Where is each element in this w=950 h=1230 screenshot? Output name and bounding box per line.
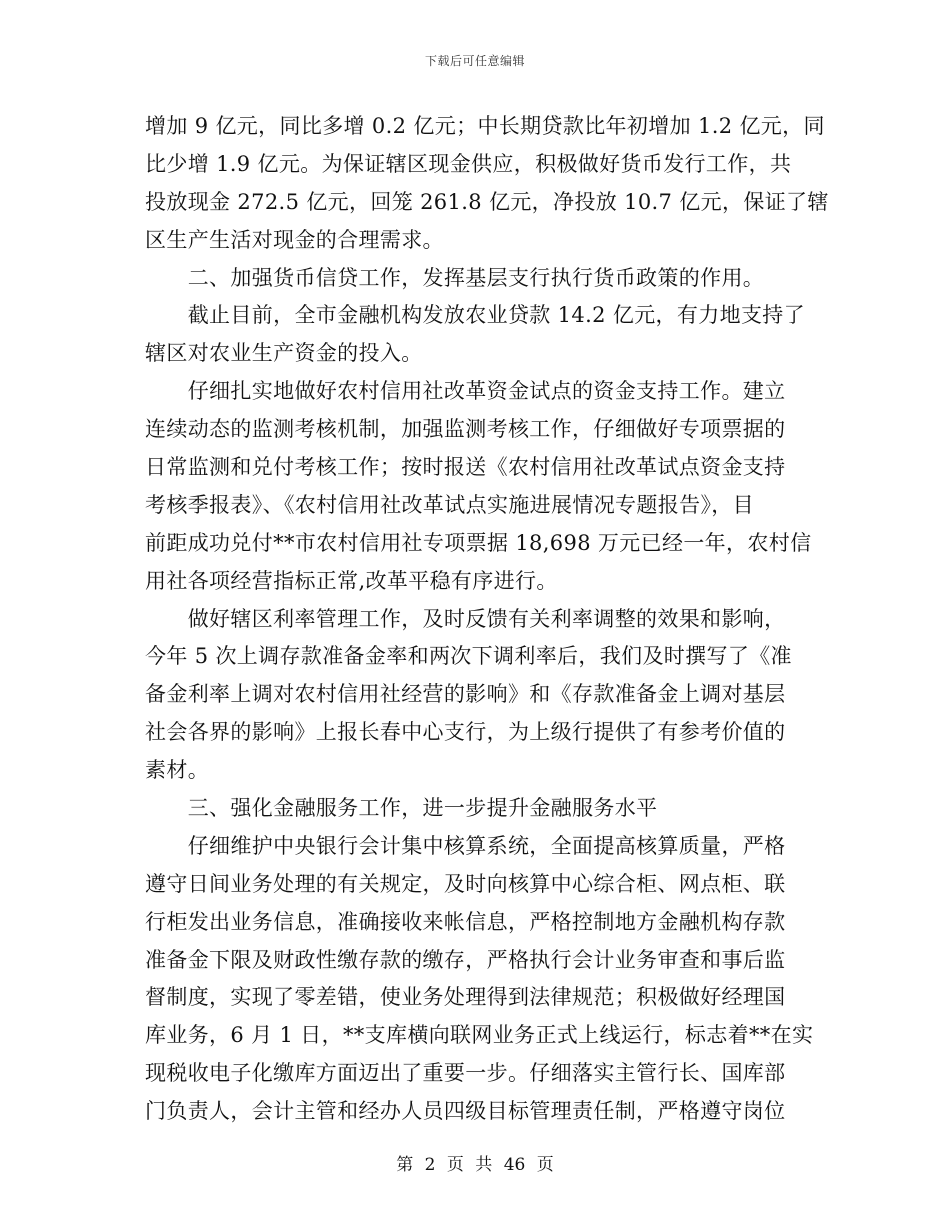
body-line: 考核季报表》、《农村信用社改革试点实施进展情况专题报告》，目 [145, 492, 754, 517]
body-line: 备金利率上调对农村信用社经营的影响》和《存款准备金上调对基层 [145, 682, 786, 707]
body-line: 用社各项经营指标正常,改革平稳有序进行。 [145, 568, 558, 593]
page-footer: 第 2 页 共 46 页 [396, 1155, 554, 1175]
body-line: 社会各界的影响》上报长春中心支行，为上级行提供了有参考价值的 [145, 720, 786, 745]
body-line: 截止目前，全市金融机构发放农业贷款 14.2 亿元，有力地支持了 [145, 303, 806, 328]
body-line: 做好辖区利率管理工作，及时反馈有关利率调整的效果和影响， [145, 606, 786, 631]
section-heading: 三、强化金融服务工作，进一步提升金融服务水平 [145, 796, 658, 821]
body-line: 仔细扎实地做好农村信用社改革资金试点的资金支持工作。建立 [145, 379, 786, 404]
body-line: 比少增 1.9 亿元。为保证辖区现金供应，积极做好货币发行工作，共 [145, 151, 792, 176]
body-line: 遵守日间业务处理的有关规定，及时向核算中心综合柜、网点柜、联 [145, 871, 786, 896]
section-heading: 二、加强货币信贷工作，发挥基层支行执行货币政策的作用。 [145, 265, 765, 290]
document-body [145, 108, 829, 1131]
body-line: 现税收电子化缴库方面迈出了重要一步。仔细落实主管行长、国库部 [145, 1061, 786, 1086]
page-header: 下载后可任意编辑 [424, 54, 525, 68]
body-line: 督制度，实现了零差错，使业务处理得到法律规范；积极做好经理国 [145, 985, 786, 1010]
body-line: 连续动态的监测考核机制，加强监测考核工作，仔细做好专项票据的 [145, 417, 786, 442]
body-line: 门负责人，会计主管和经办人员四级目标管理责任制，严格遵守岗位 [145, 1099, 786, 1124]
body-line: 今年 5 次上调存款准备金率和两次下调利率后，我们及时撰写了《准 [145, 644, 792, 669]
body-line: 日常监测和兑付考核工作；按时报送《农村信用社改革试点资金支持 [145, 455, 786, 480]
body-line: 投放现金 272.5 亿元，回笼 261.8 亿元，净投放 10.7 亿元，保证了辖 [145, 189, 829, 214]
body-line: 素材。 [145, 758, 210, 783]
body-line: 准备金下限及财政性缴存款的缴存，严格执行会计业务审查和事后监 [145, 947, 786, 972]
body-line: 仔细维护中央银行会计集中核算系统，全面提高核算质量，严格 [145, 833, 786, 858]
body-line: 辖区对农业生产资金的投入。 [145, 341, 423, 366]
body-line: 库业务，6 月 1 日，**支库横向联网业务正式上线运行，标志着**在实 [145, 1023, 814, 1048]
body-line: 前距成功兑付**市农村信用社专项票据 18,698 万元已经一年，农村信 [145, 530, 812, 555]
body-line: 行柜发出业务信息，准确接收来帐信息，严格控制地方金融机构存款 [145, 909, 786, 934]
body-line: 增加 9 亿元，同比多增 0.2 亿元；中长期贷款比年初增加 1.2 亿元，同 [145, 114, 825, 138]
body-line: 区生产生活对现金的合理需求。 [145, 227, 444, 252]
